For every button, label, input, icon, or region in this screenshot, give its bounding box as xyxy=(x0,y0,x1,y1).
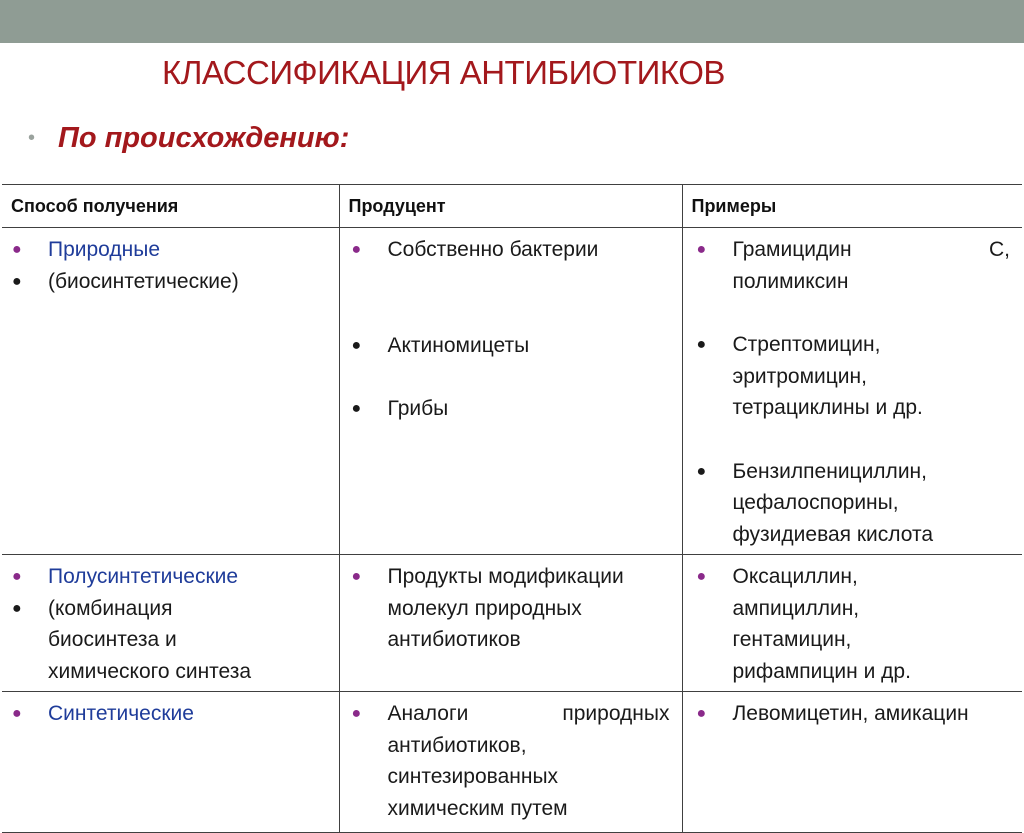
list-item xyxy=(12,593,327,688)
list-item xyxy=(352,330,670,362)
bullet-icon: ● xyxy=(12,599,22,617)
example-line: полимиксин xyxy=(732,269,849,293)
example-line: эритромицин, xyxy=(732,364,867,388)
page-title: КЛАССИФИКАЦИЯ АНТИБИОТИКОВ xyxy=(162,54,725,91)
list-item xyxy=(12,698,327,730)
method-label: Полусинтетические xyxy=(48,565,239,588)
list-item xyxy=(12,561,327,593)
example-text: Левомицетин, амикацин xyxy=(732,702,969,725)
bullet-icon: ● xyxy=(696,705,707,722)
producer-text: Собственно бактерии xyxy=(387,238,599,261)
subtitle-row xyxy=(28,116,349,160)
producer-text: Грибы xyxy=(387,397,449,420)
bullet-icon: ● xyxy=(351,336,362,354)
method-note xyxy=(48,593,327,688)
producer-line: молекул природных xyxy=(387,596,582,620)
method-note-line: биосинтеза и xyxy=(48,628,177,651)
list-item xyxy=(352,561,670,656)
subtitle-bullet: • xyxy=(28,126,36,149)
example-text xyxy=(733,329,1011,424)
example-word: С, xyxy=(989,238,1010,261)
classification-table xyxy=(2,184,1022,833)
list-item xyxy=(697,698,1011,730)
example-line: цефалоспорины, xyxy=(732,491,899,514)
example-text xyxy=(733,234,1011,297)
method-note: (биосинтетические) xyxy=(48,269,239,293)
table-header-row xyxy=(2,185,1022,228)
bullet-icon: ● xyxy=(696,568,707,585)
producer-text: Актиномицеты xyxy=(387,333,530,357)
header-examples: Примеры xyxy=(682,185,1022,228)
list-item xyxy=(697,234,1011,297)
list-item xyxy=(12,266,327,298)
header-method: Способ получения xyxy=(2,185,339,228)
table-row xyxy=(2,692,1022,833)
list-item xyxy=(697,561,1011,687)
producer-line: химическим путем xyxy=(387,796,568,820)
list-item xyxy=(697,456,1011,551)
example-line: Оксациллин, xyxy=(732,565,858,588)
bullet-icon: ● xyxy=(696,462,707,480)
cell-producer xyxy=(339,228,682,555)
cell-producer xyxy=(339,692,682,833)
producer-line: синтезированных xyxy=(387,765,559,788)
example-word: Грамицидин xyxy=(732,238,852,261)
method-note-line: (комбинация xyxy=(48,596,173,620)
cell-producer xyxy=(339,555,682,692)
producer-line: антибиотиков xyxy=(387,628,521,651)
producer-word: природных xyxy=(562,702,670,725)
bullet-icon: ● xyxy=(12,568,22,585)
list-item xyxy=(352,698,670,824)
example-line: тетрациклины и др. xyxy=(732,396,923,419)
producer-line: антибиотиков, xyxy=(387,733,527,757)
example-line: гентамицин, xyxy=(732,628,852,651)
cell-examples xyxy=(682,228,1022,555)
producer-text xyxy=(388,698,670,824)
bullet-icon: ● xyxy=(696,241,707,258)
cell-method xyxy=(2,228,339,555)
example-text xyxy=(733,561,1011,687)
method-label: Природные xyxy=(48,238,161,261)
method-note-line: химического синтеза xyxy=(48,659,252,683)
table-row xyxy=(2,555,1022,692)
top-bar xyxy=(0,0,1024,43)
cell-examples xyxy=(682,555,1022,692)
list-item xyxy=(697,329,1011,424)
producer-word: Аналоги xyxy=(387,702,469,725)
producer-text xyxy=(388,561,670,656)
cell-method xyxy=(2,555,339,692)
bullet-icon: ● xyxy=(351,400,362,417)
producer-line: Продукты модификации xyxy=(387,565,624,588)
bullet-icon: ● xyxy=(696,336,707,353)
example-line: Бензилпенициллин, xyxy=(732,459,927,483)
bullet-icon: ● xyxy=(12,705,22,722)
example-line: фузидиевая кислота xyxy=(732,522,934,546)
table-row xyxy=(2,228,1022,555)
bullet-icon: ● xyxy=(12,272,22,290)
bullet-icon: ● xyxy=(12,241,22,258)
subtitle: По происхождению: xyxy=(58,121,350,154)
example-line: Стрептомицин, xyxy=(732,333,881,356)
bullet-icon: ● xyxy=(351,241,362,258)
header-producer: Продуцент xyxy=(339,185,682,228)
cell-method xyxy=(2,692,339,833)
bullet-icon: ● xyxy=(351,568,362,585)
example-line: рифампицин и др. xyxy=(732,659,911,683)
list-item xyxy=(352,234,670,266)
method-label: Синтетические xyxy=(48,702,194,725)
example-line: ампициллин, xyxy=(732,596,860,620)
bullet-icon: ● xyxy=(351,705,362,722)
list-item xyxy=(12,234,327,266)
cell-examples xyxy=(682,692,1022,833)
example-text xyxy=(733,456,1011,551)
list-item xyxy=(352,393,670,425)
